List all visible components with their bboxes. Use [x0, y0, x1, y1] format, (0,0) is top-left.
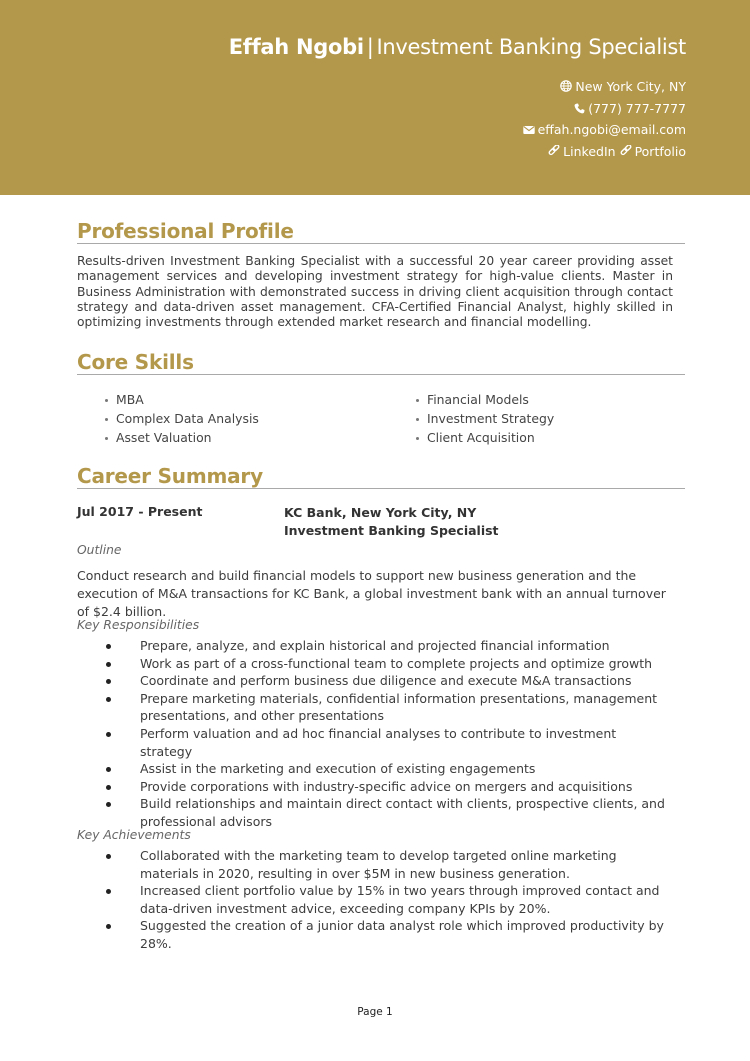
- envelope-icon: [523, 125, 535, 135]
- outline-label: Outline: [77, 543, 122, 557]
- job-company: KC Bank, New York City, NY: [284, 505, 477, 520]
- title-separator: |: [366, 35, 374, 59]
- responsibility-item: Build relationships and maintain direct contact with clients, prospective clients, and professional advisors: [140, 795, 670, 830]
- responsibilities-label: Key Responsibilities: [77, 618, 200, 632]
- skills-column-left: [103, 390, 259, 447]
- achievements-list: [140, 847, 670, 953]
- resume-title: [229, 35, 686, 59]
- contact-links: [523, 141, 686, 163]
- contact-email[interactable]: [523, 119, 686, 141]
- responsibility-item: Prepare marketing materials, confidential information presentations, management presentations, and other presentations: [140, 690, 670, 725]
- linkedin-text[interactable]: LinkedIn: [563, 143, 616, 159]
- contact-location: [523, 76, 686, 98]
- candidate-role: Investment Banking Specialist: [376, 35, 686, 59]
- responsibility-item: Coordinate and perform business due diligence and execute M&A transactions: [140, 672, 670, 690]
- contact-phone: [523, 98, 686, 120]
- page-number: Page 1: [357, 1006, 393, 1018]
- skills-column-right: [414, 390, 554, 447]
- achievements-label: Key Achievements: [77, 828, 191, 842]
- portfolio-link[interactable]: [620, 144, 686, 159]
- phone-text: (777) 777-7777: [588, 100, 686, 116]
- job-dates: Jul 2017 - Present: [77, 504, 203, 519]
- link-icon: [548, 145, 560, 157]
- job-title: Investment Banking Specialist: [284, 523, 499, 538]
- globe-icon: [560, 80, 572, 92]
- skill-item: Asset Valuation: [103, 428, 259, 447]
- achievement-item: Suggested the creation of a junior data analyst role which improved productivity by 28%.: [140, 917, 670, 952]
- responsibility-item: Provide corporations with industry-specific advice on mergers and acquisitions: [140, 778, 670, 796]
- candidate-name: Effah Ngobi: [228, 35, 364, 59]
- achievement-item: Collaborated with the marketing team to develop targeted online marketing materials in 2020, resulting in over $5M in new business generation.: [140, 847, 670, 882]
- responsibilities-list: [140, 637, 670, 831]
- responsibility-item: Prepare, analyze, and explain historical and projected financial information: [140, 637, 670, 655]
- skills-heading: Core Skills: [77, 350, 685, 375]
- outline-text: Conduct research and build financial models to support new business generation and the execution of M&A transactions for KC Bank, a global investment bank with an annual turnover of $2.4 billion.: [77, 568, 666, 619]
- responsibility-item: Assist in the marketing and execution of existing engagements: [140, 760, 670, 778]
- responsibility-item: Perform valuation and ad hoc financial analyses to contribute to investment strategy: [140, 725, 670, 760]
- profile-heading: Professional Profile: [77, 219, 685, 244]
- skill-item: Complex Data Analysis: [103, 409, 259, 428]
- skill-item: Financial Models: [414, 390, 554, 409]
- header-banner: [0, 0, 750, 195]
- job-employer: [284, 504, 499, 540]
- email-link[interactable]: effah.ngobi@email.com: [537, 122, 686, 137]
- responsibility-item: Work as part of a cross-functional team to complete projects and optimize growth: [140, 655, 670, 673]
- career-heading: Career Summary: [77, 464, 685, 489]
- contact-block: [523, 76, 686, 162]
- profile-text: Results-driven Investment Banking Specialist with a successful 20 year career providing asset management services and developing investment strategy for high-value clients. Master in Business Administration with demonstrated success in driving client acquisition through contact strategy and data-driven asset management. CFA-Certified Financial Analyst, highly skilled in optimizing investments through extended market research and financial modelling.: [77, 254, 673, 330]
- skill-item: Client Acquisition: [414, 428, 554, 447]
- skill-item: MBA: [103, 390, 259, 409]
- skill-item: Investment Strategy: [414, 409, 554, 428]
- linkedin-link[interactable]: [548, 144, 615, 159]
- link-icon: [620, 145, 632, 157]
- portfolio-text[interactable]: Portfolio: [634, 143, 686, 159]
- phone-icon: [574, 103, 585, 114]
- achievement-item: Increased client portfolio value by 15% in two years through improved contact and data-driven investment advice, exceeding company KPIs by 20%.: [140, 882, 670, 917]
- location-text: New York City, NY: [575, 79, 686, 94]
